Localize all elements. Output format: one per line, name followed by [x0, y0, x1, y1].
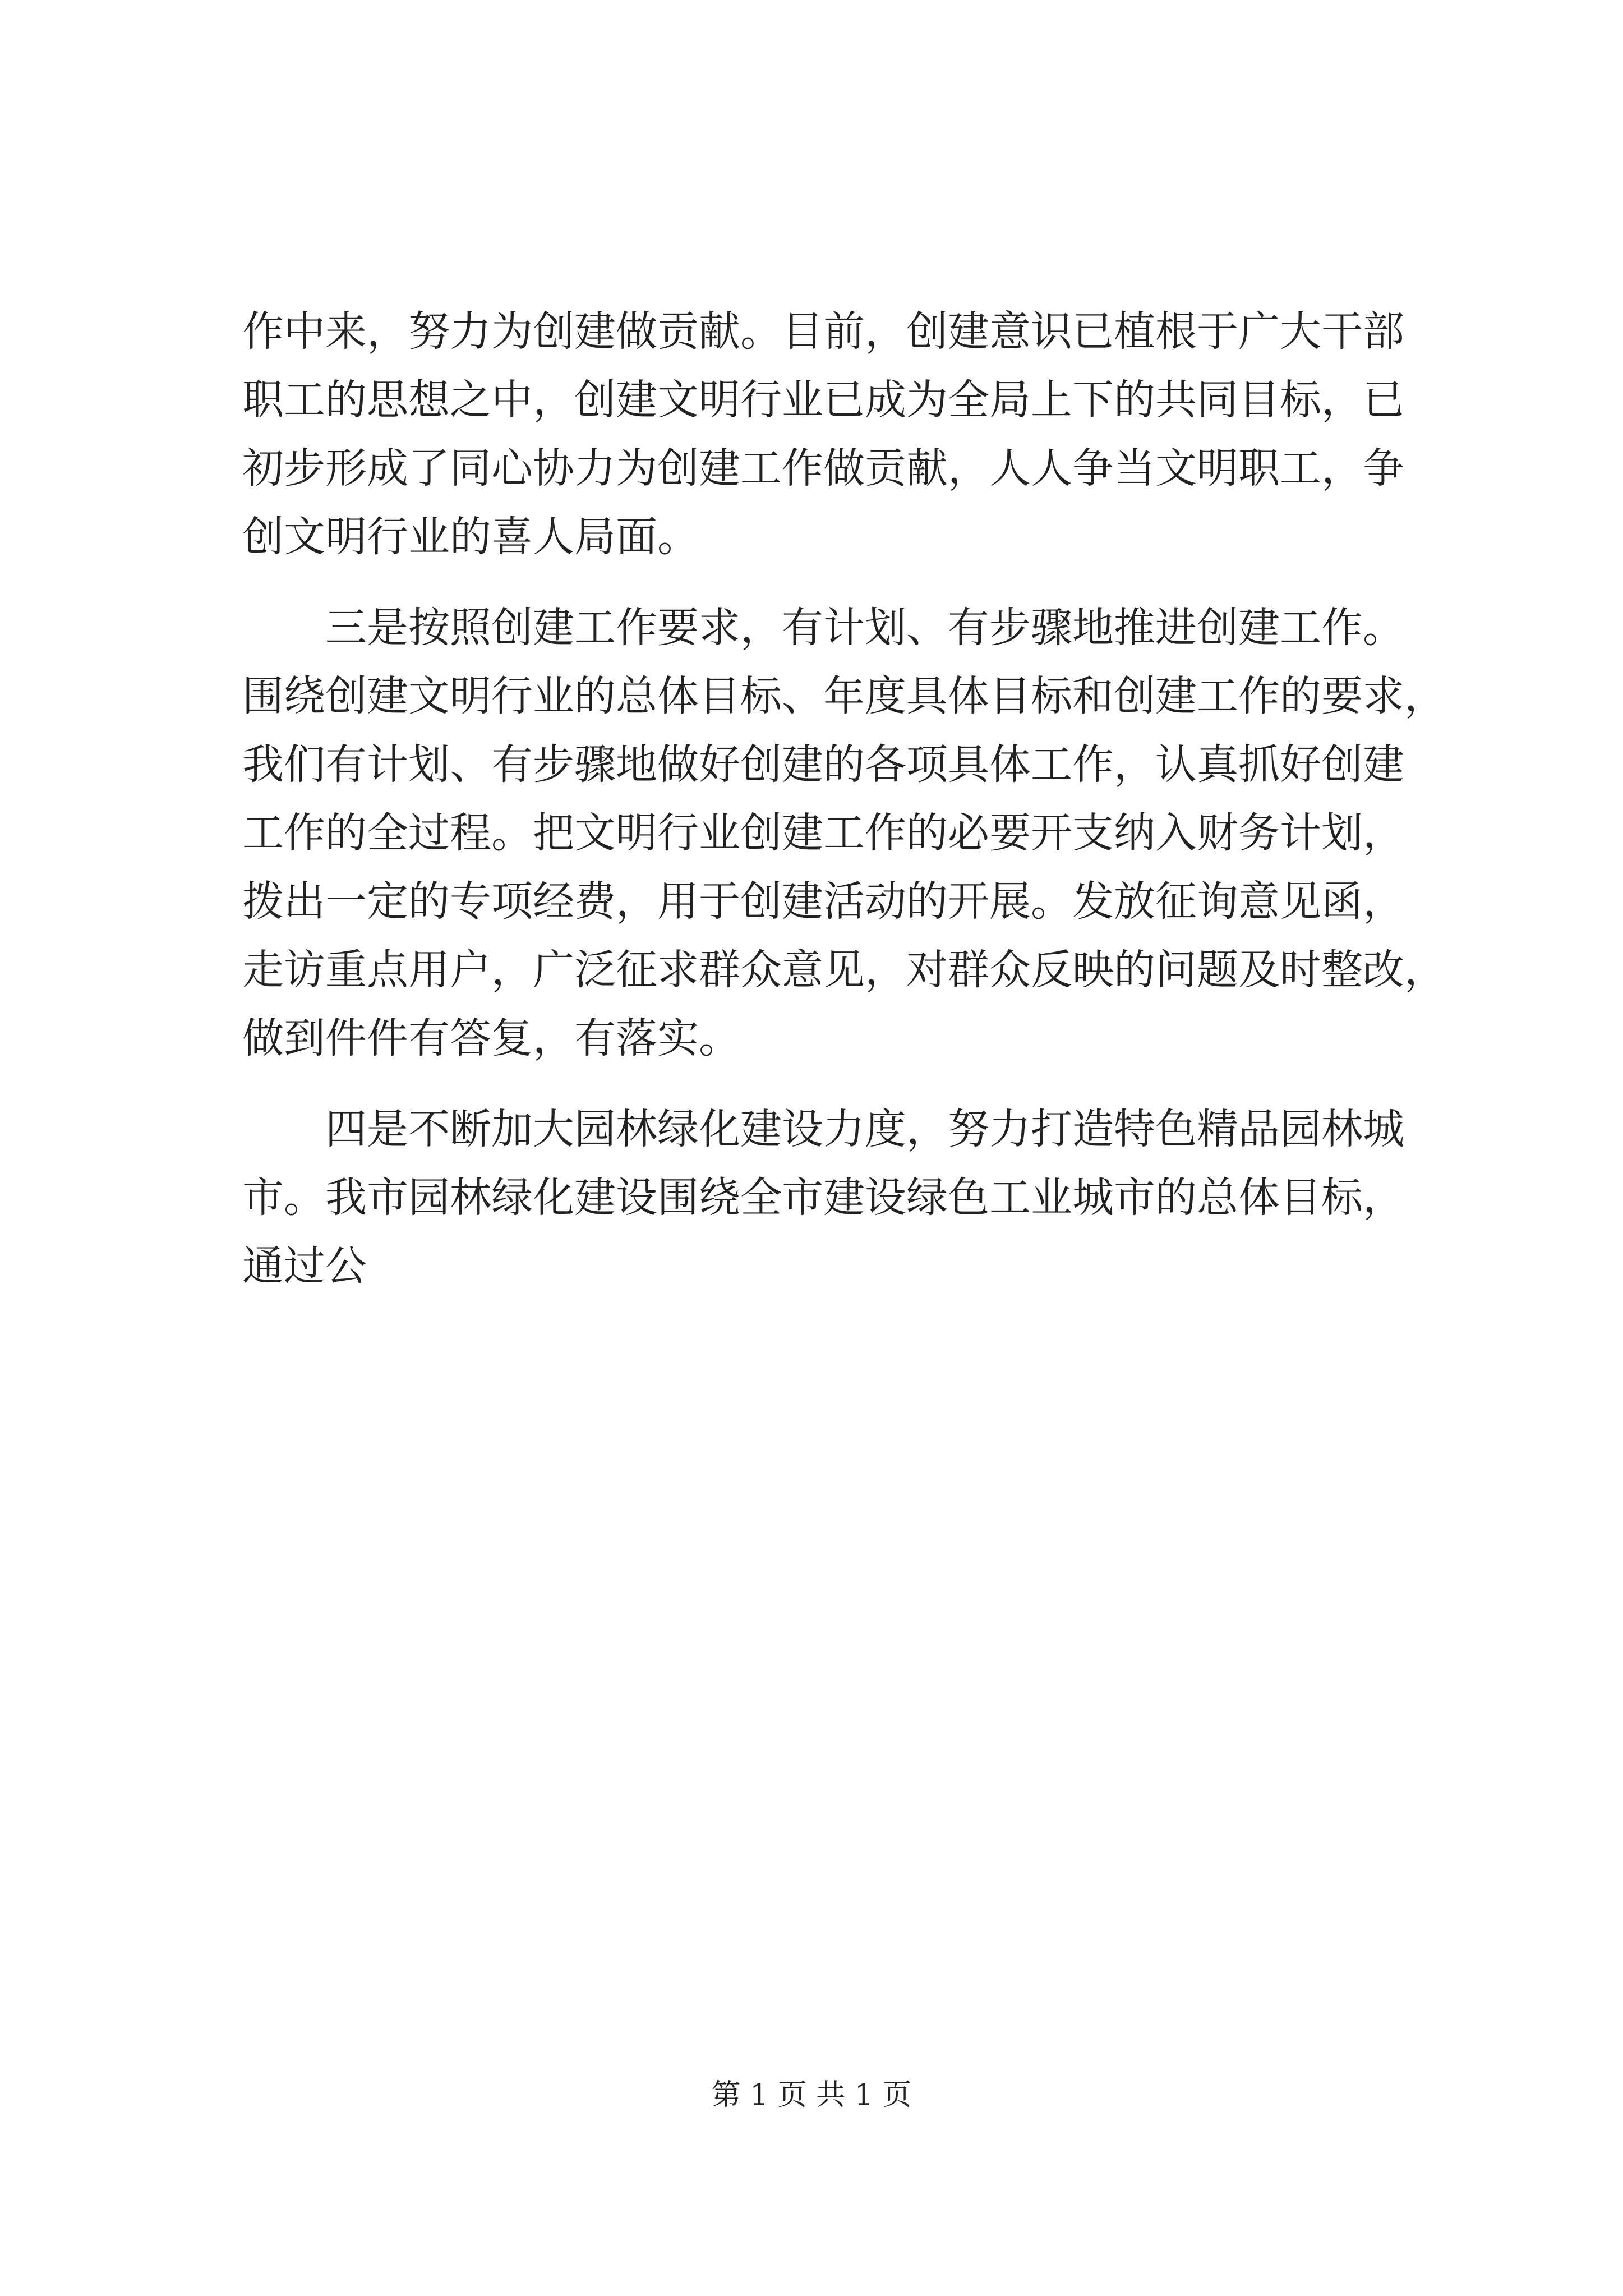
paragraph-line: 三是按照创建工作要求，有计划、有步骤地推进创建工作。 [325, 604, 1404, 652]
paragraph-line: 做到件件有答复，有落实。 [242, 1014, 740, 1062]
paragraph-line: 围绕创建文明行业的总体目标、年度具体目标和创建工作的要求， [242, 672, 1446, 720]
paragraph-1 [242, 297, 1420, 571]
paragraph-line: 创文明行业的喜人局面。 [242, 513, 699, 561]
paragraph-line: 通过公 [242, 1242, 367, 1290]
paragraph-line: 我们有计划、有步骤地做好创建的各项具体工作，认真抓好创建 [242, 740, 1404, 789]
paragraph-line: 四是不断加大园林绿化建设力度，努力打造特色精品园林城 [325, 1105, 1404, 1153]
paragraph-line: 市。我市园林绿化建设围绕全市建设绿色工业城市的总体目标， [242, 1174, 1404, 1222]
paragraph-line: 走访重点用户，广泛征求群众意见，对群众反映的问题及时整改， [242, 946, 1446, 994]
paragraph-line: 拨出一定的专项经费，用于创建活动的开展。发放征询意见函， [242, 877, 1404, 926]
paragraph-line: 作中来，努力为创建做贡献。目前，创建意识已植根于广大干部 [242, 307, 1404, 356]
paragraph-line: 初步形成了同心协力为创建工作做贡献，人人争当文明职工，争 [242, 444, 1404, 493]
paragraph-2 [242, 593, 1446, 1073]
paragraph-line: 工作的全过程。把文明行业创建工作的必要开支纳入财务计划， [242, 809, 1404, 857]
page-number-footer: 第 1 页 共 1 页 [711, 2078, 912, 2112]
document-body [242, 297, 1446, 1300]
paragraph-line: 职工的思想之中，创建文明行业已成为全局上下的共同目标，已 [242, 376, 1404, 424]
paragraph-3 [242, 1095, 1420, 1300]
